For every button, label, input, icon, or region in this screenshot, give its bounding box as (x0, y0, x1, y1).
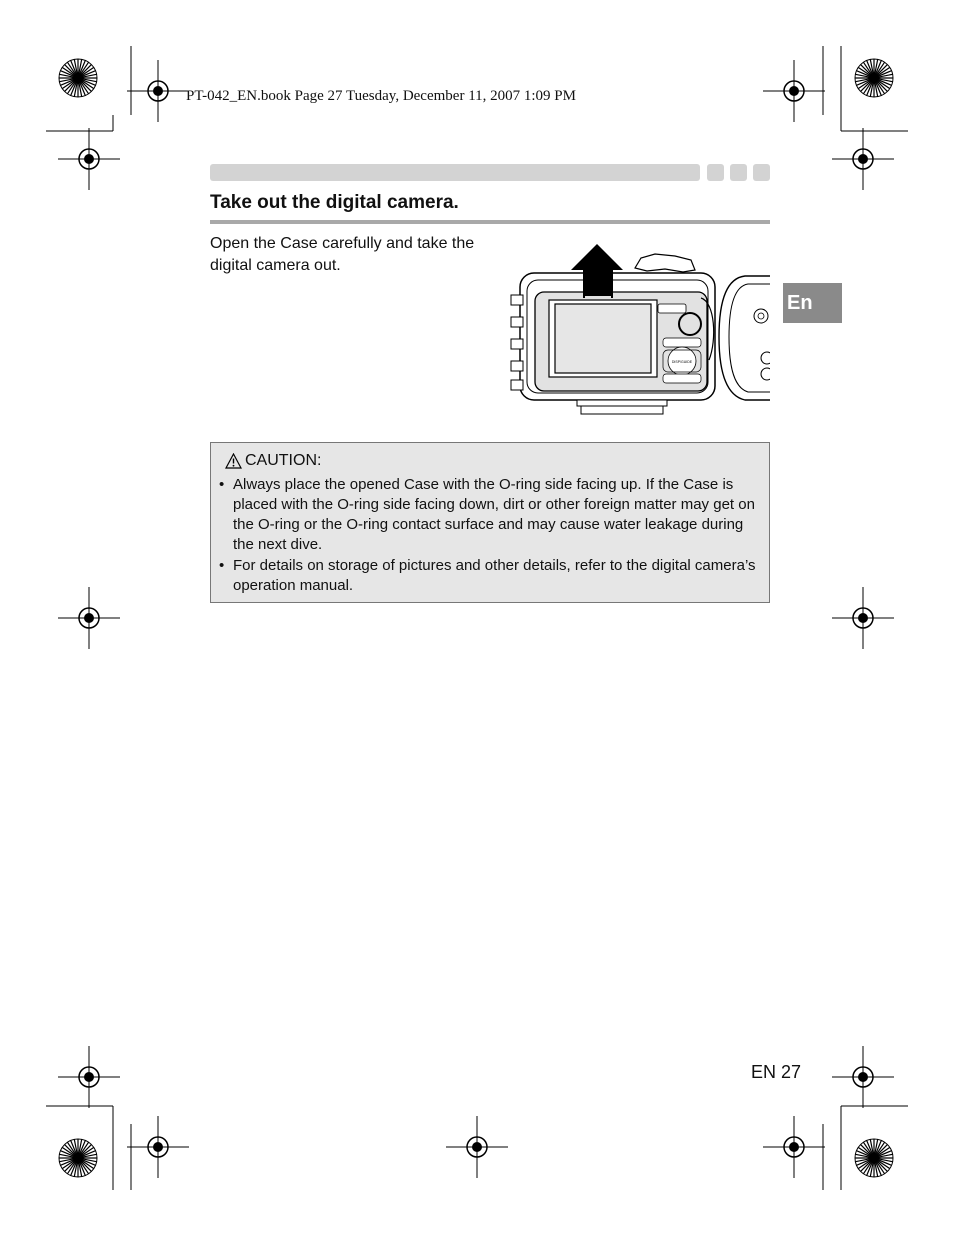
section-title: Take out the digital camera. (210, 192, 459, 213)
section-square (730, 164, 747, 181)
caution-list (219, 475, 757, 596)
caution-heading (225, 451, 757, 471)
caution-title: CAUTION: (245, 452, 322, 469)
camera-in-case-illustration (505, 240, 770, 420)
language-tab: En (783, 283, 842, 323)
caution-box (210, 442, 770, 603)
warning-triangle-icon (225, 453, 242, 469)
instruction-text: Open the Case carefully and take the digital camera out. (210, 235, 475, 274)
caution-item: • Always place the opened Case with the O-ring side facing up. If the Case is placed with the O-ring side facing down, dirt or other foreign matter may get on the O-ring or the O-ring contact surface and may cause water leakage during the next dive. (219, 475, 757, 555)
camera-button-label: DISP/GUIDE (671, 360, 693, 364)
section-square (707, 164, 724, 181)
title-rule (210, 220, 770, 224)
section-bar (210, 164, 700, 181)
section-square (753, 164, 770, 181)
print-header: PT-042_EN.book Page 27 Tuesday, December 11, 2007 1:09 PM (186, 88, 576, 104)
caution-item: • For details on storage of pictures and other details, refer to the digital camera’s operation manual. (219, 556, 757, 596)
page-number: EN 27 (751, 1062, 802, 1082)
